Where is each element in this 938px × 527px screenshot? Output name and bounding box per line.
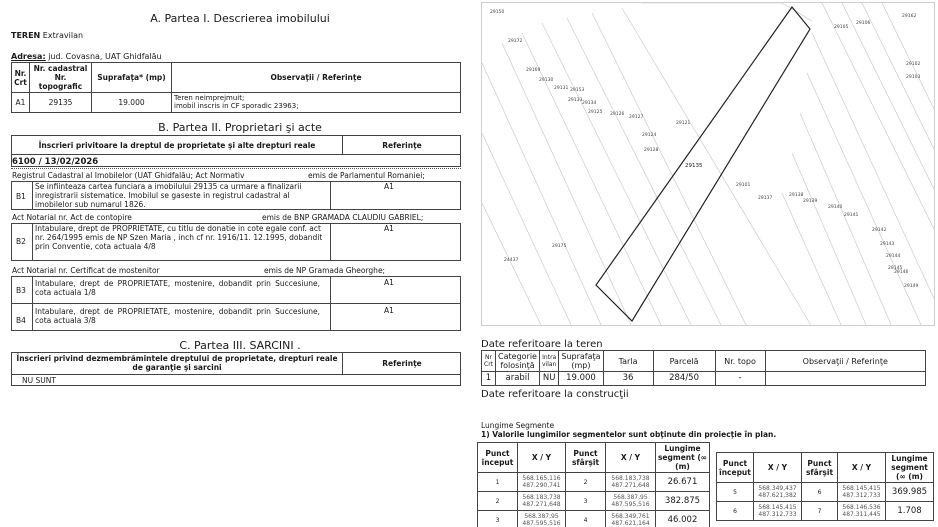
act1-right: emis de Parlamentul Romaniei;	[308, 171, 425, 180]
b2-text: Intabulare, drept de PROPRIETATE, cu titlu de donatie in cote egale conf. act nr. 264/1995 emis de NP Szen Maria , inch cf nr. 1916/11. 12.1995, dobandit prin Conventie, cota actuala 4/8	[35, 224, 323, 251]
teren-cell-tarla: 36	[603, 372, 653, 386]
b3-text: Intabulare, drept de PROPRIETATE, mostenire, dobandit prin Succesiune, cota actuala 1/8	[35, 279, 320, 297]
seg-p1: 2	[478, 492, 518, 511]
part1-title: A. Partea I. Descrierea imobilului	[150, 12, 330, 25]
seg-xy1: 568.165,116 487.290,741	[518, 473, 566, 492]
plot-label: 29105	[834, 25, 849, 30]
plot-svg	[482, 3, 935, 326]
seg-xy2: 568.145,415 487.312,733	[838, 483, 886, 502]
seg-p1: 5	[717, 483, 754, 502]
seg-xy2: 568.146,536 487.311,445	[838, 502, 886, 521]
part3-title: C. Partea III. SARCINI .	[179, 339, 301, 352]
plot-label: 29141	[844, 213, 859, 218]
teren-cell-categorie: arabil	[496, 372, 540, 386]
part3-header	[11, 352, 461, 375]
segmente-subtitle: 1) Valorile lungimilor segmentelor sunt obţinute din proiecţie în plan.	[481, 430, 777, 439]
b2-label: B2	[16, 237, 26, 246]
plot-label: 29101	[736, 183, 751, 188]
plot-label: 29130	[539, 78, 554, 83]
b1-text: Se infiinteaza cartea funciara a imobilului 29135 ca urmare a finalizarii inregistrarii sistematice. Imobilul se gaseste in registrul cadastral al imobilelor sub numarul 1826.	[35, 182, 302, 209]
segmente-table-left	[477, 442, 710, 527]
teren-line	[11, 31, 83, 40]
plot-label: 29145	[888, 266, 903, 271]
teren-cell-nr: 1	[482, 372, 496, 386]
teren-hdr-topo: Nr. topo	[715, 351, 765, 372]
seg-length: 1.708	[886, 502, 934, 521]
b4-ref: A1	[384, 306, 394, 315]
teren-cell-topo: -	[715, 372, 765, 386]
seg-hdr-xy2: X / Y	[838, 453, 886, 483]
seg-hdr-end: Punct sfârşit	[802, 453, 838, 483]
plot-label: 29125	[588, 110, 603, 115]
plot-label: 29137	[758, 196, 773, 201]
seg-length: 46.002	[656, 511, 710, 527]
seg-p2: 4	[566, 511, 606, 527]
teren-cell-suprafata: 19.000	[559, 372, 603, 386]
seg-xy1: 568.145,415 487.312,733	[754, 502, 802, 521]
seg-p2: 6	[802, 483, 838, 502]
plot-label: 29146	[894, 270, 909, 275]
seg-length: 369.985	[886, 483, 934, 502]
teren-rest: Extravilan	[40, 31, 84, 40]
plot-label: 29139	[803, 199, 818, 204]
b3-ref: A1	[384, 278, 394, 287]
seg-p2: 7	[802, 502, 838, 521]
seg-xy2: 568.183,738 487.271,648	[606, 473, 656, 492]
hdr-suprafata: Suprafaţa* (mp)	[92, 63, 172, 93]
seg-xy1: 568.349,437 487.621,382	[754, 483, 802, 502]
seg-hdr-start: Punct început	[478, 443, 518, 473]
hdr-cadastral: Nr. cadastral Nr. topografic	[30, 63, 92, 93]
teren-cell-parcela: 284/50	[653, 372, 715, 386]
obs-line-2: imobil inscris in CF sporadic 23963;	[174, 102, 299, 110]
seg-xy2: 568.387,95 487.595,516	[606, 492, 656, 511]
act3-left: Act Notarial nr. Certificat de mostenitor	[12, 266, 160, 275]
plot-labels	[490, 9, 920, 289]
seg-xy2: 568.349,761 487.621,164	[606, 511, 656, 527]
act1-left: Registrul Cadastral al Imobilelor (UAT Ghidfalău; Act Normativ	[12, 171, 245, 180]
seg-length: 382.875	[656, 492, 710, 511]
cell-cadastral: 29135	[30, 93, 92, 113]
b1-ref: A1	[384, 182, 394, 191]
seg-hdr-xy1: X / Y	[518, 443, 566, 473]
plot-label: 29131	[554, 86, 569, 91]
plot-label: 29128	[644, 148, 659, 153]
teren-hdr-observatii: Observaţii / Referinţe	[765, 351, 925, 372]
plot-label: 29124	[642, 133, 657, 138]
teren-title: Date referitoare la teren	[481, 339, 603, 350]
seg-xy1: 568.387,95 487.595,516	[518, 511, 566, 527]
seg-xy1: 568.183,738 487.271,648	[518, 492, 566, 511]
constructii-title: Date referitoare la construcţii	[481, 389, 629, 400]
part3-header-right: Referinţe	[382, 359, 422, 368]
plot-label: 29121	[676, 121, 691, 126]
part2-header-left: Înscrieri privitoare la dreptul de proprietate şi alte drepturi reale	[38, 141, 316, 150]
teren-cell-observatii	[765, 372, 925, 386]
parcel-outline	[596, 7, 810, 321]
teren-cell-intravilan: NU	[540, 372, 559, 386]
teren-hdr-parcela: Parcelă	[653, 351, 715, 372]
plot-label: 29169	[526, 68, 541, 73]
cell-observatii	[172, 93, 461, 113]
act2-right: emis de BNP GRAMADA CLAUDIU GABRIEL;	[262, 213, 424, 222]
seg-hdr-xy1: X / Y	[754, 453, 802, 483]
seg-hdr-start: Punct început	[717, 453, 754, 483]
hdr-nr: Nr. Crt	[12, 63, 30, 93]
seg-hdr-length: Lungime segment (∞ (m)	[886, 453, 934, 483]
parcel-label: 29135	[685, 163, 703, 169]
teren-hdr-categorie: Categorie folosinţă	[496, 351, 540, 372]
plot-label: 29150	[490, 10, 505, 15]
table-row	[478, 511, 710, 527]
plot-label: 29143	[880, 242, 895, 247]
plot-label: 24437	[504, 258, 519, 263]
plot-label: 29103	[906, 75, 921, 80]
act3-right: emis de NP Gramada Gheorghe;	[264, 266, 386, 275]
b1-label: B1	[16, 192, 26, 201]
teren-hdr-tarla: Tarla	[603, 351, 653, 372]
plot-label: 29133	[568, 98, 583, 103]
teren-hdr-intravilan: Intra vilan	[540, 351, 559, 372]
seg-p2: 3	[566, 492, 606, 511]
part2-title: B. Partea II. Proprietari şi acte	[158, 121, 322, 134]
part2-header-right: Referinţe	[382, 141, 422, 150]
seg-hdr-length: Lungime segment (∞ (m)	[656, 443, 710, 473]
teren-hdr-nr: Nr Crt	[482, 351, 496, 372]
adresa-label: Adresa:	[11, 52, 46, 61]
plot-label: 29144	[886, 254, 901, 259]
plot-label: 29102	[906, 62, 921, 67]
plot-label: 29138	[789, 193, 804, 198]
plot-label: 29162	[902, 14, 917, 19]
segmente-table-right	[716, 452, 934, 521]
plot-label: 29106	[856, 21, 871, 26]
adresa-value: jud. Covasna, UAT Ghidfalău	[45, 52, 162, 61]
cell-nr: A1	[12, 93, 30, 113]
teren-bold: TEREN	[11, 31, 41, 40]
plot-label: 29149	[904, 284, 919, 289]
segmente-title: Lungime Segmente	[481, 421, 555, 430]
table-row	[717, 483, 934, 502]
seg-hdr-xy2: X / Y	[606, 443, 656, 473]
plot-label: 29134	[582, 101, 597, 106]
part3-header-left: Înscrieri privind dezmembrămintele dreptului de proprietate, drepturi reale de garanţie şi sarcini	[16, 354, 338, 372]
plot-label: 29153	[570, 88, 585, 93]
teren-table	[481, 350, 926, 386]
entry-number: 6100 / 13/02/2026	[12, 157, 99, 167]
b4-label: B4	[16, 316, 26, 325]
cadastral-plot	[481, 2, 935, 326]
seg-p2: 2	[566, 473, 606, 492]
part2-header	[11, 135, 461, 155]
seg-hdr-end: Punct sfârşit	[566, 443, 606, 473]
plot-label: 29175	[552, 244, 567, 249]
seg-p1: 1	[478, 473, 518, 492]
teren-hdr-suprafata: Suprafaţa (mp)	[559, 351, 603, 372]
b3-label: B3	[16, 286, 26, 295]
table-row	[478, 473, 710, 492]
plot-label: 29126	[610, 112, 625, 117]
table-row	[717, 502, 934, 521]
obs-line-1: Teren neimprejmuit;	[174, 94, 245, 102]
part3-none: NU SUNT	[22, 376, 56, 385]
hdr-observatii: Observaţii / Referinţe	[172, 63, 461, 93]
part1-table	[11, 62, 461, 113]
adresa-line	[11, 52, 162, 61]
seg-p1: 6	[717, 502, 754, 521]
plot-label: 29172	[508, 39, 523, 44]
b4-text: Intabulare, drept de PROPRIETATE, mostenire, dobandit prin Succesiune, cota actuala 3/8	[35, 307, 320, 325]
table-row	[478, 492, 710, 511]
plot-label: 29127	[629, 115, 644, 120]
cell-suprafata: 19.000	[92, 93, 172, 113]
neighbor-lines	[482, 3, 935, 326]
seg-p1: 3	[478, 511, 518, 527]
act2-left: Act Notarial nr. Act de contopire	[12, 213, 132, 222]
b2-ref: A1	[384, 224, 394, 233]
seg-length: 26.671	[656, 473, 710, 492]
plot-label: 29140	[828, 205, 843, 210]
plot-label: 29142	[872, 228, 887, 233]
